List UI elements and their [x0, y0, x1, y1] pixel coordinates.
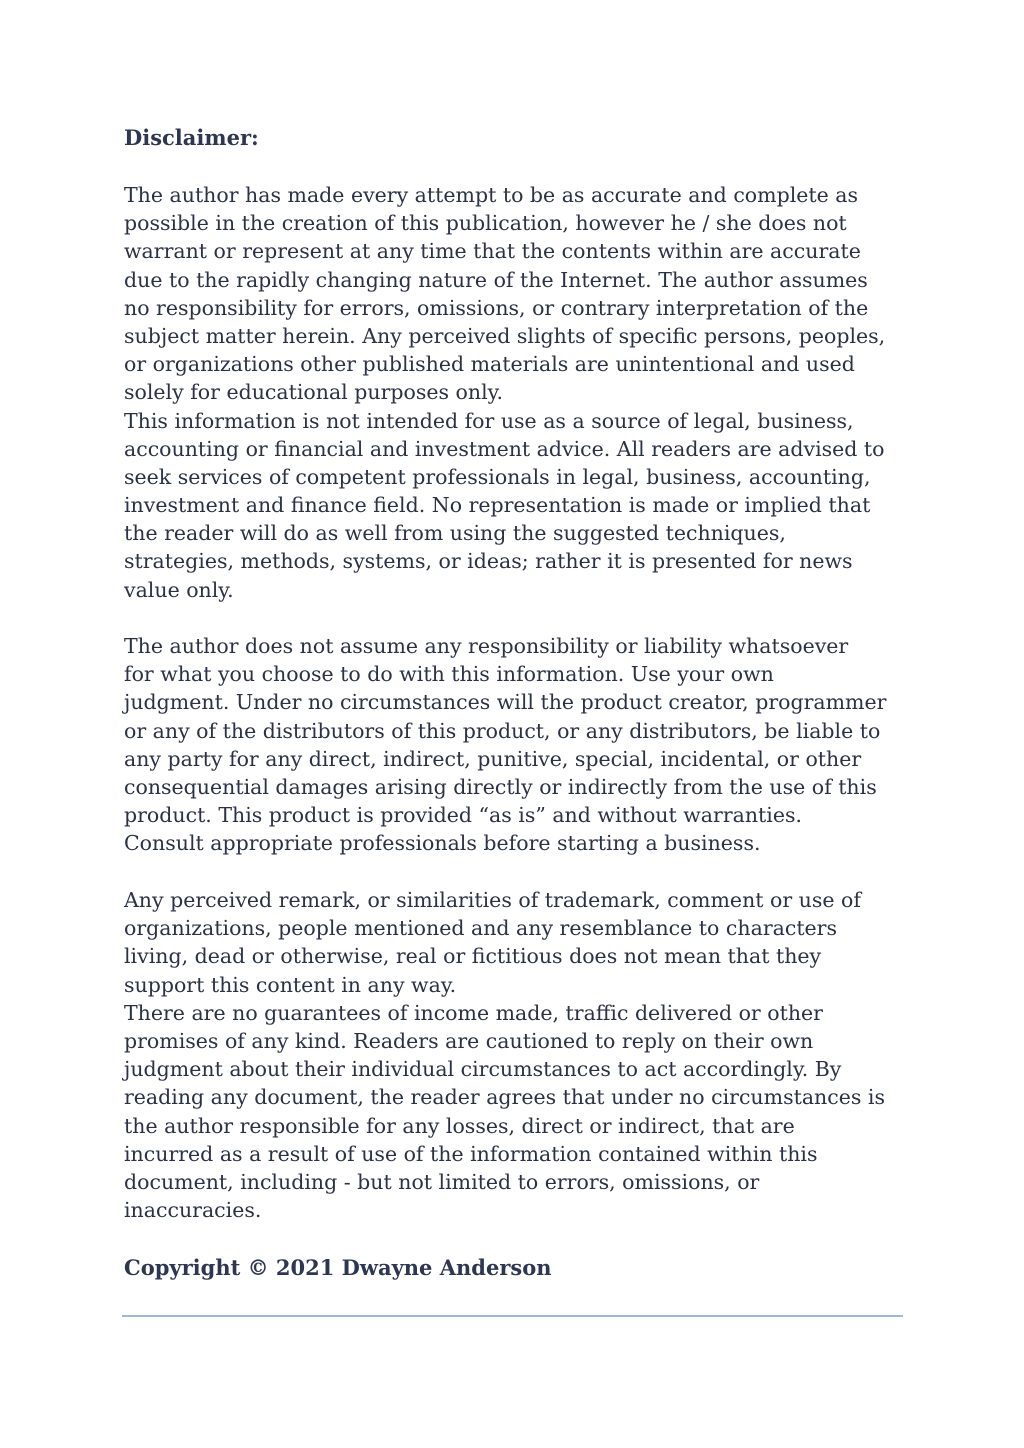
text-line: possible in the creation of this publication, however he / she does not: [124, 211, 847, 236]
disclaimer-paragraph-3: [124, 886, 924, 1224]
text-line: There are no guarantees of income made, traffic delivered or other: [124, 1000, 823, 1025]
disclaimer-paragraph-2: [124, 632, 924, 858]
text-line: value only.: [124, 577, 234, 602]
text-line: promises of any kind. Readers are cautioned to reply on their own: [124, 1028, 814, 1053]
text-line: or organizations other published materials are unintentional and used: [124, 352, 855, 377]
text-line: incurred as a result of use of the information contained within this: [124, 1141, 818, 1166]
divider-line: [122, 1315, 903, 1317]
text-line: for what you choose to do with this information. Use your own: [124, 662, 774, 687]
text-line: Consult appropriate professionals before starting a business.: [124, 831, 761, 856]
text-line: the author responsible for any losses, direct or indirect, that are: [124, 1113, 795, 1138]
text-line: inaccuracies.: [124, 1198, 262, 1223]
disclaimer-paragraph-1: [124, 181, 924, 604]
text-line: living, dead or otherwise, real or fictitious does not mean that they: [124, 944, 822, 969]
text-line: This information is not intended for use as a source of legal, business,: [124, 408, 854, 433]
text-line: organizations, people mentioned and any resemblance to characters: [124, 916, 838, 941]
text-line: warrant or represent at any time that the contents within are accurate: [124, 239, 861, 264]
text-line: any party for any direct, indirect, punitive, special, incidental, or other: [124, 746, 862, 771]
text-line: reading any document, the reader agrees that under no circumstances is: [124, 1085, 885, 1110]
text-line: due to the rapidly changing nature of the Internet. The author assumes: [124, 267, 868, 292]
text-line: strategies, methods, systems, or ideas; rather it is presented for news: [124, 549, 853, 574]
text-line: judgment. Under no circumstances will the product creator, programmer: [124, 690, 887, 715]
text-line: seek services of competent professionals in legal, business, accounting,: [124, 464, 871, 489]
text-line: solely for educational purposes only.: [124, 380, 503, 405]
text-line: document, including - but not limited to errors, omissions, or: [124, 1169, 760, 1194]
text-line: no responsibility for errors, omissions, or contrary interpretation of the: [124, 295, 869, 320]
text-line: the reader will do as well from using the suggested techniques,: [124, 521, 786, 546]
text-line: or any of the distributors of this product, or any distributors, be liable to: [124, 718, 881, 743]
text-line: product. This product is provided “as is” and without warranties.: [124, 803, 803, 828]
text-line: consequential damages arising directly or indirectly from the use of this: [124, 774, 877, 799]
text-line: investment and finance field. No representation is made or implied that: [124, 493, 871, 518]
text-line: support this content in any way.: [124, 972, 457, 997]
text-line: accounting or financial and investment advice. All readers are advised to: [124, 436, 885, 461]
disclaimer-heading: Disclaimer:: [124, 125, 259, 150]
text-line: Any perceived remark, or similarities of trademark, comment or use of: [124, 888, 861, 912]
text-line: judgment about their individual circumstances to act accordingly. By: [124, 1057, 842, 1082]
text-line: The author has made every attempt to be as accurate and complete as: [124, 183, 859, 207]
copyright-notice: Copyright © 2021 Dwayne Anderson: [124, 1255, 552, 1280]
text-line: subject matter herein. Any perceived slights of specific persons, peoples,: [124, 323, 886, 348]
text-line: The author does not assume any responsibility or liability whatsoever: [124, 634, 849, 658]
